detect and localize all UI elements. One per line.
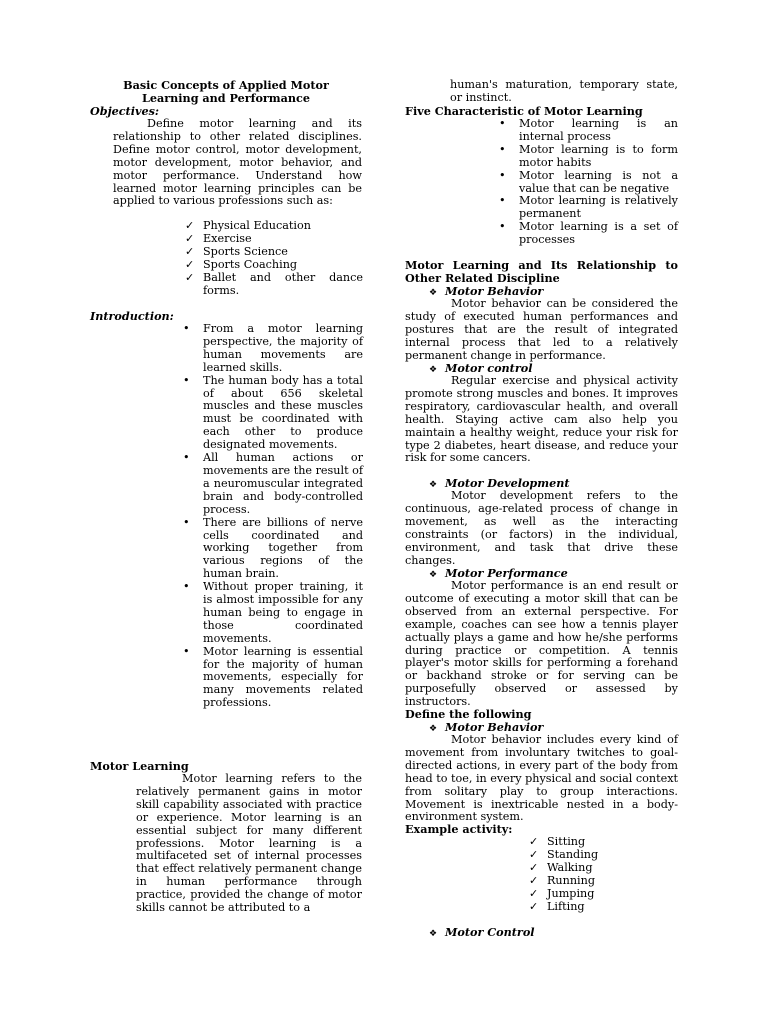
professions-list — [203, 220, 363, 297]
list-item: ✓ Sports Science — [203, 246, 363, 259]
motor-control-text: Regular exercise and physical activity promote strong muscles and bones. It improves respiratory, cardiovascular health, and overall health. Staying active cam also help you maintain a healthy weight, reduce your risk for type 2 diabetes, heart disease, and reduce your risk for some cancers. — [405, 374, 678, 465]
diamond-bullet-icon: ❖ — [429, 288, 438, 298]
relationship-heading: Motor Learning and Its Relationship to Other Related Discipline — [405, 258, 678, 285]
list-item: • Motor learning is essential for the majority of human movements, especially for many movements related professions. — [183, 644, 363, 710]
list-item: ✓ Standing — [547, 849, 667, 862]
list-item: • There are billions of nerve cells coordinated and working together from various regions of the human brain. — [183, 515, 363, 581]
five-characteristics-heading: Five Characteristic of Motor Learning — [405, 104, 643, 118]
motor-development-subheading: ❖ Motor Development — [429, 476, 570, 490]
list-item: • Motor learning is relatively permanent — [499, 194, 678, 221]
list-item: ✓ Lifting — [547, 901, 667, 914]
motor-development-text: Motor development refers to the continuous, age-related process of change in movement, as well as the interacting constraints (or factors) in the individual, environment, and task that drive these changes. — [405, 489, 678, 567]
define-heading: Define the following — [405, 707, 532, 721]
diamond-bullet-icon: ❖ — [429, 929, 438, 939]
define-motor-behavior-text: Motor behavior includes every kind of movement from involuntary twitches to goal-directed actions, in every part of the body from head to toe, in every physical and social context from solitary play to group interactions. Movement is inextricable nested in a body-environment system. — [405, 733, 679, 824]
list-item: ✓ Walking — [547, 862, 667, 875]
list-item: ✓ Running — [547, 875, 667, 888]
list-item: • Motor learning is an internal process — [499, 117, 678, 143]
motor-learning-heading: Motor Learning — [90, 759, 189, 773]
motor-behavior-subheading: ❖ Motor Behavior — [429, 284, 544, 298]
list-item: • From a motor learning perspective, the majority of human movements are learned skills. — [183, 322, 363, 374]
title-line-1: Basic Concepts of Applied Motor — [123, 78, 329, 92]
list-item: • Motor learning is to form motor habits — [499, 142, 678, 169]
introduction-list — [183, 322, 364, 710]
motor-performance-text: Motor performance is an end result or outcome of executing a motor skill that can be observed from an external perspective. For example, coaches can see how a tennis player actually plays a game and how he/she performs during practice or competition. A tennis player's motor skills for performing a forehand or backhand stroke or for serving can be purposefully observed or assessed by instructors. — [405, 579, 678, 709]
title-line-2: Learning and Performance — [142, 91, 310, 105]
motor-control-subheading: ❖ Motor control — [429, 361, 533, 375]
motor-learning-text: Motor learning refers to the relatively permanent gains in motor skill capability associated with practice or experience. Motor learning is an essential subject for many different professions. Motor learning is a multifaceted set of internal processes that effect relatively permanent change in human performance through practice, provided the change of motor skills cannot be attributed to a — [136, 772, 362, 915]
diamond-bullet-icon: ❖ — [429, 365, 438, 375]
list-item: ✓ Ballet and other dance forms. — [203, 272, 363, 298]
diamond-bullet-icon: ❖ — [429, 570, 438, 580]
list-item: • Without proper training, it is almost impossible for any human being to engage in those coordinated movements. — [183, 580, 363, 645]
list-item: • Motor learning is not a value that can be negative — [499, 168, 678, 195]
define-motor-behavior-subheading: ❖ Motor Behavior — [429, 720, 544, 734]
list-item: ✓ Sitting — [547, 836, 667, 849]
motor-behavior-text: Motor behavior can be considered the study of executed human performances and postures that are the result of integrated internal process that led to a relatively permanent change in performance. — [405, 297, 678, 362]
objectives-text: Define motor learning and its relationship to other related disciplines. Define motor control, motor development, motor development, motor behavior, and motor performance. Understand how learned motor learning principles can be applied to various professions such as: — [113, 117, 362, 208]
list-item: • The human body has a total of about 656 skeletal muscles and these muscles must be coordinated with each other to produce designated movements. — [183, 373, 363, 452]
introduction-label: Introduction: — [90, 309, 174, 323]
motor-performance-subheading: ❖ Motor Performance — [429, 566, 568, 580]
list-item: ✓ Physical Education — [203, 220, 363, 233]
motor-control-subheading-2: ❖ Motor Control — [429, 925, 535, 939]
five-characteristics-list — [499, 117, 678, 247]
example-activity-heading: Example activity: — [405, 822, 513, 836]
diamond-bullet-icon: ❖ — [429, 480, 438, 490]
diamond-bullet-icon: ❖ — [429, 724, 438, 734]
list-item: • Motor learning is a set of processes — [499, 220, 678, 247]
example-activity-list — [547, 836, 667, 913]
objectives-label: Objectives: — [90, 104, 160, 118]
continuation-text: human's maturation, temporary state, or instinct. — [450, 78, 678, 104]
list-item: ✓ Sports Coaching — [203, 259, 363, 272]
list-item: • All human actions or movements are the result of a neuromuscular integrated brain and body-controlled process. — [183, 451, 364, 516]
list-item: ✓ Jumping — [547, 888, 667, 901]
list-item: ✓ Exercise — [203, 233, 363, 246]
